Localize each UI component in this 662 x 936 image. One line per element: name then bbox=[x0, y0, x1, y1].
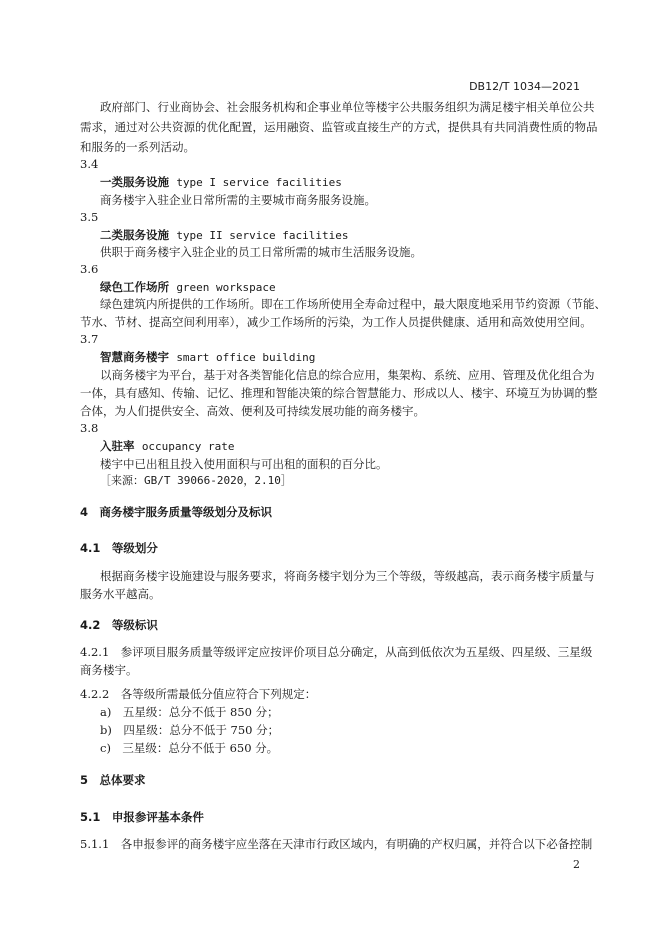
term-definition: 节水、节材、提高空间利用率），减少工作场所的污染，为工作人员提供健康、适用和高效使用空间。 bbox=[80, 315, 592, 329]
term-number: 3.8 bbox=[80, 421, 99, 435]
term-definition: 绿色建筑内所提供的工作场所。即在工作场所使用全寿命过程中，最大限度地采用节约资源（节能、 bbox=[100, 297, 606, 311]
subsection-heading: 5.1 申报参评基本条件 bbox=[80, 810, 204, 824]
section-heading: 5 总体要求 bbox=[80, 773, 146, 787]
term-title bbox=[100, 350, 315, 365]
term-definition: 以商务楼宇为平台，基于对各类智能化信息的综合应用，集架构、系统、应用、管理及优化组合为 bbox=[100, 368, 595, 382]
list-item: a) 五星级：总分不低于 850 分； bbox=[100, 705, 279, 719]
term-en: green workspace bbox=[176, 281, 276, 294]
term-number: 3.4 bbox=[80, 157, 99, 171]
term-definition: 供职于商务楼宇入驻企业的员工日常所需的城市生活服务设施。 bbox=[100, 245, 422, 259]
clause-line: 商务楼宇。 bbox=[80, 663, 138, 677]
term-definition: 合体，为人们提供安全、高效、便利及可持续发展功能的商务楼宇。 bbox=[80, 404, 425, 418]
term-zh: 一类服务设施 bbox=[100, 175, 169, 189]
document-number: DB12/T 1034—2021 bbox=[469, 80, 580, 93]
term-zh: 入驻率 bbox=[100, 439, 135, 453]
term-definition: 商务楼宇入驻企业日常所需的主要城市商务服务设施。 bbox=[100, 193, 376, 207]
term-zh: 绿色工作场所 bbox=[100, 280, 169, 294]
body-line: 根据商务楼宇设施建设与服务要求，将商务楼宇划分为三个等级，等级越高，表示商务楼宇质量与 bbox=[100, 569, 595, 583]
intro-line: 政府部门、行业商协会、社会服务机构和企事业单位等楼宇公共服务组织为满足楼宇相关单位公共 bbox=[100, 100, 595, 114]
term-number: 3.5 bbox=[80, 210, 99, 224]
page-number: 2 bbox=[573, 858, 580, 871]
list-item: c) 三星级：总分不低于 650 分。 bbox=[100, 741, 279, 755]
intro-line: 和服务的一系列活动。 bbox=[80, 140, 195, 154]
term-title bbox=[100, 228, 349, 243]
term-en: occupancy rate bbox=[141, 440, 235, 453]
term-definition: 一体，具有感知、传输、记忆、推理和智能决策的综合智慧能力、形成以人、楼宇、环境互为协调的整 bbox=[80, 386, 598, 400]
term-title bbox=[100, 439, 235, 454]
term-zh: 二类服务设施 bbox=[100, 228, 169, 242]
term-zh: 智慧商务楼宇 bbox=[100, 350, 169, 364]
term-en: type II service facilities bbox=[176, 229, 349, 242]
term-title bbox=[100, 175, 342, 190]
term-title bbox=[100, 280, 276, 295]
section-heading: 4 商务楼宇服务质量等级划分及标识 bbox=[80, 505, 272, 519]
term-en: type I service facilities bbox=[176, 176, 342, 189]
clause-line: 4.2.1 参评项目服务质量等级评定应按评价项目总分确定，从高到低依次为五星级、四星级、三星级 bbox=[80, 645, 593, 659]
term-number: 3.7 bbox=[80, 332, 99, 346]
subsection-heading: 4.1 等级划分 bbox=[80, 541, 158, 555]
subsection-heading: 4.2 等级标识 bbox=[80, 618, 158, 632]
clause-line: 5.1.1 各申报参评的商务楼宇应坐落在天津市行政区域内，有明确的产权归属，并符合以下必备控制 bbox=[80, 837, 593, 851]
term-source: ［来源：GB/T 39066-2020，2.10］ bbox=[100, 474, 292, 487]
term-definition: 楼宇中已出租且投入使用面积与可出租的面积的百分比。 bbox=[100, 457, 388, 471]
term-number: 3.6 bbox=[80, 262, 99, 276]
intro-line: 需求，通过对公共资源的优化配置，运用融资、监管或直接生产的方式，提供具有共同消费性质的物品 bbox=[80, 120, 598, 134]
clause-line: 4.2.2 各等级所需最低分值应符合下列规定： bbox=[80, 687, 317, 701]
list-item: b) 四星级：总分不低于 750 分； bbox=[100, 723, 280, 737]
body-line: 服务水平越高。 bbox=[80, 587, 161, 601]
term-en: smart office building bbox=[176, 351, 316, 364]
